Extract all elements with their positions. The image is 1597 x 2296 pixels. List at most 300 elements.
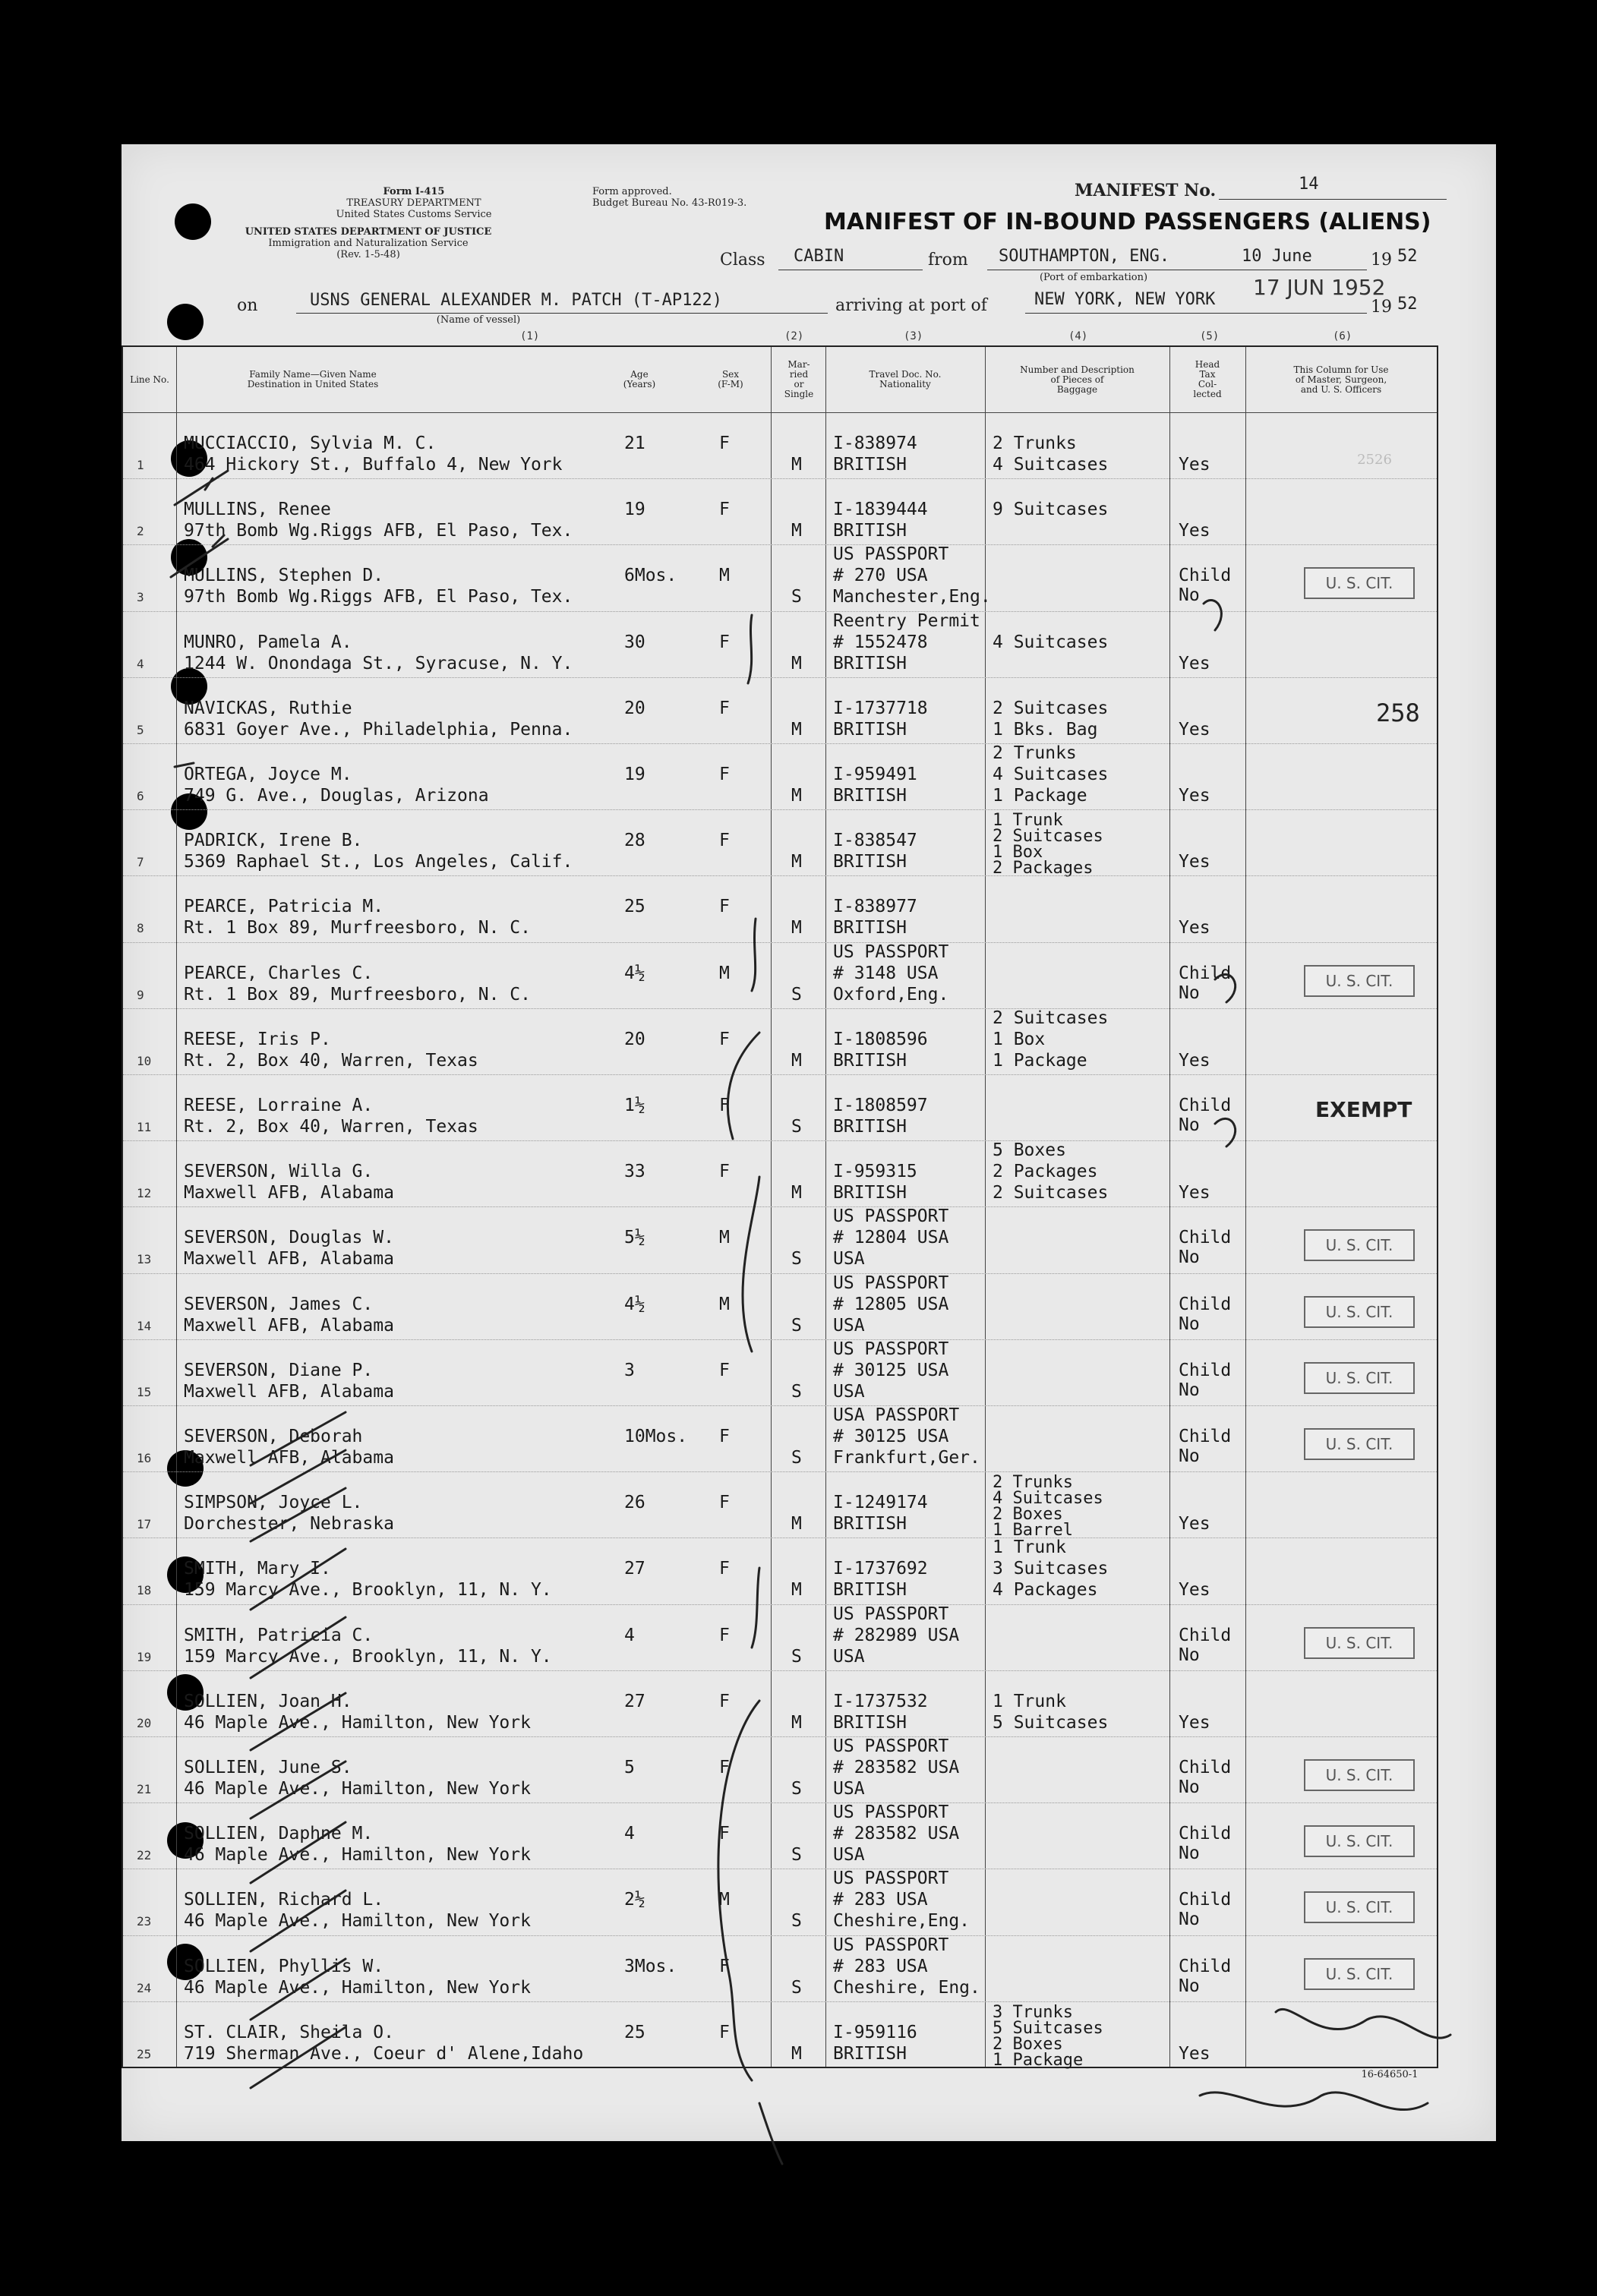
passenger-sex: F <box>719 765 730 784</box>
travel-doc-type: US PASSPORT <box>833 1604 949 1624</box>
line-number: 17 <box>137 1517 152 1532</box>
us-citizen-stamp: U. S. CIT. <box>1304 1296 1415 1328</box>
vessel-name: USNS GENERAL ALEXANDER M. PATCH (T-AP122) <box>310 291 723 310</box>
travel-doc-type: US PASSPORT <box>833 1802 949 1823</box>
row-divider <box>123 677 1437 678</box>
travel-doc-number: I-1737532 <box>833 1691 928 1711</box>
table-row <box>123 1736 1437 1802</box>
passenger-sex: F <box>719 1956 730 1976</box>
arrival-line <box>1025 313 1367 314</box>
marital-status: S <box>791 1249 802 1269</box>
baggage-item: 5 Suitcases <box>993 1712 1109 1733</box>
passenger-name: SMITH, Mary I. <box>184 1559 331 1579</box>
head-tax: Yes <box>1179 852 1210 872</box>
baggage-item: 4 Suitcases <box>993 765 1109 784</box>
nationality: BRITISH <box>833 1712 907 1733</box>
passenger-age: 28 <box>624 831 645 851</box>
manifest-no-line <box>1219 199 1447 200</box>
passenger-sex: M <box>719 963 730 983</box>
baggage-item: 9 Suitcases <box>993 500 1109 520</box>
passenger-age: 6Mos. <box>624 566 677 586</box>
line-number: 13 <box>137 1252 152 1267</box>
line-number: 3 <box>137 590 144 605</box>
nationality: USA <box>833 1381 865 1402</box>
passenger-destination: Rt. 2, Box 40, Warren, Texas <box>184 1050 478 1071</box>
passenger-age: 10Mos. <box>624 1427 688 1446</box>
head-tax: Child No <box>1179 1427 1232 1466</box>
baggage-item: 1 Package <box>993 786 1087 806</box>
passenger-name: SEVERSON, Douglas W. <box>184 1228 394 1248</box>
head-tax: Child No <box>1179 1890 1232 1930</box>
passenger-destination: 464 Hickory St., Buffalo 4, New York <box>184 455 563 475</box>
nationality: BRITISH <box>833 1514 907 1534</box>
travel-doc-number: I-1808596 <box>833 1029 928 1049</box>
baggage-item: 2 Boxes <box>993 1505 1063 1525</box>
baggage-item: 1 Package <box>993 2050 1084 2070</box>
travel-doc-number: # 283582 USA <box>833 1824 960 1844</box>
us-citizen-stamp: U. S. CIT. <box>1304 965 1415 997</box>
head-tax: Child No <box>1179 566 1232 606</box>
th-headtax: Head Tax Col- lected <box>1193 359 1222 399</box>
nationality: BRITISH <box>833 786 907 806</box>
ins-title: Immigration and Naturalization Service <box>268 238 469 249</box>
passenger-age: 25 <box>624 897 645 917</box>
budget-bureau-line: Budget Bureau No. 43-R019-3. <box>592 197 747 209</box>
line-number: 25 <box>137 2046 152 2061</box>
passenger-age: 4½ <box>624 1294 645 1314</box>
head-tax: Yes <box>1179 521 1210 541</box>
table-row <box>123 1206 1437 1273</box>
passenger-age: 4 <box>624 1625 635 1645</box>
passenger-name: SMITH, Patricia C. <box>184 1625 374 1645</box>
passenger-table <box>122 345 1438 2068</box>
passenger-sex: F <box>719 500 730 520</box>
th-sex: Sex (F-M) <box>718 369 743 390</box>
passenger-destination: Maxwell AFB, Alabama <box>184 1381 394 1402</box>
nationality: BRITISH <box>833 2043 907 2064</box>
head-tax: Yes <box>1179 653 1210 673</box>
passenger-name: SOLLIEN, Phyllis W. <box>184 1956 384 1976</box>
passenger-age: 3Mos. <box>624 1956 677 1976</box>
table-row <box>123 1670 1437 1736</box>
passenger-sex: M <box>719 1890 730 1910</box>
marital-status: M <box>791 455 802 475</box>
travel-doc-type: US PASSPORT <box>833 544 949 565</box>
line-number: 23 <box>137 1914 152 1929</box>
marital-status: S <box>791 984 802 1004</box>
doj-block <box>235 226 501 260</box>
passenger-sex: F <box>719 1096 730 1115</box>
row-divider <box>123 1736 1437 1737</box>
passenger-name: PEARCE, Charles C. <box>184 963 374 983</box>
marital-status: M <box>791 852 802 872</box>
travel-doc-type: US PASSPORT <box>833 1206 949 1227</box>
punch-hole <box>167 304 204 340</box>
baggage-item: 2 Packages <box>993 1162 1098 1182</box>
head-tax: Yes <box>1179 455 1210 475</box>
marital-status: S <box>791 1977 802 1998</box>
head-tax: Child No <box>1179 1360 1232 1400</box>
passenger-age: 21 <box>624 434 645 453</box>
passenger-name: SOLLIEN, Daphne M. <box>184 1824 374 1844</box>
passenger-sex: F <box>719 632 730 652</box>
passenger-destination: 46 Maple Ave., Hamilton, New York <box>184 1712 531 1733</box>
marital-status: S <box>791 1779 802 1799</box>
nationality: BRITISH <box>833 719 907 740</box>
manifest-no-value: 14 <box>1299 175 1319 194</box>
table-row <box>123 1074 1437 1140</box>
passenger-destination: 1244 W. Onondaga St., Syracuse, N. Y. <box>184 653 573 673</box>
travel-doc-number: I-1808597 <box>833 1096 928 1115</box>
table-row <box>123 1538 1437 1604</box>
marital-status: S <box>791 1646 802 1667</box>
baggage-item: 1 Bks. Bag <box>993 719 1098 740</box>
punch-hole <box>175 203 211 240</box>
doj-title: UNITED STATES DEPARTMENT OF JUSTICE <box>245 226 492 238</box>
line-number: 24 <box>137 1980 152 1995</box>
passenger-sex: F <box>719 1360 730 1380</box>
passenger-destination: 749 G. Ave., Douglas, Arizona <box>184 786 489 806</box>
travel-doc-number: # 12804 USA <box>833 1228 949 1248</box>
marital-status: M <box>791 918 802 938</box>
travel-doc-type: US PASSPORT <box>833 1935 949 1955</box>
passenger-sex: M <box>719 566 730 586</box>
line-number: 10 <box>137 1053 152 1068</box>
passenger-sex: F <box>719 1029 730 1049</box>
passenger-sex: F <box>719 2022 730 2042</box>
table-row <box>123 544 1437 610</box>
form-approval <box>592 186 813 209</box>
passenger-destination: 46 Maple Ave., Hamilton, New York <box>184 1845 531 1866</box>
head-tax: Yes <box>1179 719 1210 740</box>
customs-service: United States Customs Service <box>336 209 492 220</box>
passenger-destination: 46 Maple Ave., Hamilton, New York <box>184 1911 531 1932</box>
baggage-item: 1 Trunk <box>993 1538 1066 1558</box>
marital-status: M <box>791 653 802 673</box>
passenger-name: SOLLIEN, Richard L. <box>184 1890 384 1910</box>
line-number: 20 <box>137 1715 152 1730</box>
marital-status: S <box>791 1381 802 1402</box>
col-num-3: (3) <box>904 330 923 342</box>
passenger-age: 2½ <box>624 1890 645 1910</box>
marital-status: M <box>791 786 802 806</box>
nationality: USA <box>833 1779 865 1799</box>
table-row <box>123 611 1437 677</box>
passenger-destination: 97th Bomb Wg.Riggs AFB, El Paso, Tex. <box>184 521 573 541</box>
nationality: BRITISH <box>833 1117 907 1137</box>
travel-doc-number: I-838974 <box>833 434 917 453</box>
head-tax: Yes <box>1179 918 1210 938</box>
us-citizen-stamp: U. S. CIT. <box>1304 1627 1415 1659</box>
travel-doc-number: # 1552478 <box>833 632 928 652</box>
th-officers: This Column for Use of Master, Surgeon, and U. S. Officers <box>1293 364 1389 395</box>
passenger-name: SEVERSON, James C. <box>184 1294 374 1314</box>
passenger-sex: F <box>719 434 730 453</box>
line-number: 15 <box>137 1384 152 1399</box>
head-tax: Yes <box>1179 786 1210 806</box>
row-divider <box>123 743 1437 744</box>
baggage-item: 2 Suitcases <box>993 1008 1109 1028</box>
table-row <box>123 1604 1437 1670</box>
nationality: USA <box>833 1845 865 1866</box>
travel-doc-number: I-1249174 <box>833 1493 928 1513</box>
travel-doc-number: I-959116 <box>833 2022 917 2042</box>
passenger-sex: F <box>719 698 730 718</box>
table-row <box>123 1008 1437 1074</box>
marital-status: M <box>791 1580 802 1601</box>
row-divider <box>123 942 1437 943</box>
from-year: 52 <box>1397 247 1418 266</box>
passenger-sex: F <box>719 1625 730 1645</box>
us-citizen-stamp: U. S. CIT. <box>1304 1958 1415 1990</box>
table-row <box>123 743 1437 809</box>
baggage-item: 2 Suitcases <box>993 827 1103 847</box>
passenger-age: 19 <box>624 765 645 784</box>
passenger-sex: F <box>719 1427 730 1446</box>
passenger-sex: F <box>719 1493 730 1513</box>
on-label: on <box>237 296 258 315</box>
line-number: 21 <box>137 1782 152 1796</box>
vessel-line <box>296 313 828 314</box>
line-number: 19 <box>137 1649 152 1664</box>
table-row <box>123 1471 1437 1541</box>
travel-doc-number: I-1737692 <box>833 1559 928 1579</box>
passenger-name: SEVERSON, Deborah <box>184 1427 363 1446</box>
us-citizen-stamp: U. S. CIT. <box>1304 1229 1415 1261</box>
from-date: 10 June <box>1242 247 1312 266</box>
passenger-destination: 97th Bomb Wg.Riggs AFB, El Paso, Tex. <box>184 587 573 607</box>
passenger-sex: F <box>719 897 730 917</box>
passenger-name: NAVICKAS, Ruthie <box>184 698 352 718</box>
passenger-destination: Maxwell AFB, Alabama <box>184 1183 394 1203</box>
annotation-number: 258 <box>1376 699 1420 727</box>
passenger-sex: F <box>719 831 730 851</box>
passenger-age: 27 <box>624 1691 645 1711</box>
baggage-item: 4 Suitcases <box>993 632 1109 652</box>
baggage-item: 4 Packages <box>993 1580 1098 1601</box>
baggage-item: 1 Package <box>993 1050 1087 1071</box>
row-divider <box>123 1339 1437 1340</box>
row-divider <box>123 544 1437 545</box>
marital-status: M <box>791 1183 802 1203</box>
marital-status: S <box>791 1845 802 1866</box>
row-divider <box>123 1008 1437 1009</box>
head-tax: Child No <box>1179 1824 1232 1864</box>
passenger-sex: F <box>719 1559 730 1579</box>
nationality: BRITISH <box>833 852 907 872</box>
passenger-age: 26 <box>624 1493 645 1513</box>
travel-doc-type: US PASSPORT <box>833 941 949 962</box>
th-name: Family Name—Given Name Destination in United States <box>247 369 379 390</box>
table-row <box>123 677 1437 743</box>
travel-doc-number: # 270 USA <box>833 566 928 586</box>
marital-status: M <box>791 1050 802 1071</box>
row-divider <box>123 1140 1437 1141</box>
line-number: 18 <box>137 1583 152 1598</box>
passenger-age: 30 <box>624 632 645 652</box>
passenger-destination: 6831 Goyer Ave., Philadelphia, Penna. <box>184 719 573 740</box>
us-citizen-stamp: U. S. CIT. <box>1304 1825 1415 1857</box>
row-divider <box>123 1074 1437 1075</box>
travel-doc-type: Reentry Permit <box>833 610 980 631</box>
passenger-age: 4½ <box>624 963 645 983</box>
travel-doc-number: I-838547 <box>833 831 917 851</box>
baggage-item: 1 Box <box>993 1029 1046 1049</box>
passenger-sex: M <box>719 1228 730 1248</box>
line-number: 22 <box>137 1848 152 1863</box>
table-row <box>123 478 1437 544</box>
passenger-age: 1½ <box>624 1096 645 1115</box>
th-line-no: Line No. <box>130 374 169 385</box>
row-divider <box>123 1802 1437 1803</box>
marital-status: M <box>791 1514 802 1534</box>
manifest-no-label: MANIFEST No. <box>1075 181 1217 200</box>
travel-doc-number: I-838977 <box>833 897 917 917</box>
passenger-destination: Maxwell AFB, Alabama <box>184 1315 394 1336</box>
port-caption: (Port of embarkation) <box>1039 272 1148 283</box>
passenger-age: 27 <box>624 1559 645 1579</box>
line-number: 16 <box>137 1451 152 1465</box>
head-tax: Yes <box>1179 1050 1210 1071</box>
row-divider <box>123 1206 1437 1207</box>
passenger-name: PEARCE, Patricia M. <box>184 897 384 917</box>
passenger-destination: 719 Sherman Ave., Coeur d' Alene,Idaho <box>184 2043 584 2064</box>
travel-doc-number: I-959491 <box>833 765 917 784</box>
from-port: SOUTHAMPTON, ENG. <box>999 247 1170 266</box>
table-row <box>123 2001 1437 2070</box>
marital-status: S <box>791 587 802 607</box>
line-number: 6 <box>137 789 144 803</box>
passenger-destination: Dorchester, Nebraska <box>184 1514 394 1534</box>
arrival-year-prefix: 19 <box>1371 298 1392 317</box>
faint-stamp: 2526 <box>1357 452 1392 468</box>
passenger-sex: F <box>719 1824 730 1844</box>
baggage-item: 3 Suitcases <box>993 1559 1109 1579</box>
passenger-age: 25 <box>624 2022 645 2042</box>
from-year-prefix: 19 <box>1371 251 1392 270</box>
passenger-sex: F <box>719 1758 730 1777</box>
th-baggage: Number and Description of Pieces of Baggage <box>1020 364 1135 395</box>
nationality: USA <box>833 1315 865 1336</box>
travel-doc-number: # 3148 USA <box>833 963 939 983</box>
head-tax: Child No <box>1179 1294 1232 1334</box>
row-divider <box>123 809 1437 810</box>
table-row <box>123 1273 1437 1339</box>
nationality: BRITISH <box>833 1183 907 1203</box>
head-tax: Yes <box>1179 1183 1210 1203</box>
passenger-age: 20 <box>624 698 645 718</box>
travel-doc-number: # 283 USA <box>833 1956 928 1976</box>
row-divider <box>123 1670 1437 1671</box>
row-divider <box>123 1273 1437 1274</box>
class-value: CABIN <box>794 247 844 266</box>
revision: (Rev. 1-5-48) <box>336 249 400 260</box>
table-row <box>123 809 1437 878</box>
footer-code: 16-64650-1 <box>1361 2069 1419 2080</box>
baggage-item: 1 Box <box>993 843 1043 863</box>
baggage-item: 2 Trunks <box>993 743 1077 763</box>
table-row <box>123 875 1437 941</box>
head-tax: Child No <box>1179 1096 1232 1135</box>
row-divider <box>123 1935 1437 1936</box>
passenger-name: ST. CLAIR, Sheila O. <box>184 2022 394 2042</box>
baggage-item: 1 Barrel <box>993 1521 1073 1541</box>
line-number: 4 <box>137 656 144 671</box>
travel-doc-number: I-959315 <box>833 1162 917 1182</box>
passenger-destination: Rt. 1 Box 89, Murfreesboro, N. C. <box>184 918 531 938</box>
passenger-name: SEVERSON, Willa G. <box>184 1162 374 1182</box>
line-number: 1 <box>137 458 144 472</box>
passenger-age: 19 <box>624 500 645 520</box>
baggage-item: 2 Boxes <box>993 2034 1063 2054</box>
marital-status: M <box>791 719 802 740</box>
line-number: 12 <box>137 1186 152 1201</box>
row-divider <box>123 1471 1437 1472</box>
passenger-name: SIMPSON, Joyce L. <box>184 1493 363 1513</box>
class-label: Class <box>720 251 765 270</box>
marital-status: M <box>791 2043 802 2064</box>
marital-status: S <box>791 1911 802 1932</box>
travel-doc-number: # 30125 USA <box>833 1427 949 1446</box>
us-citizen-stamp: U. S. CIT. <box>1304 1428 1415 1460</box>
travel-doc-type: USA PASSPORT <box>833 1405 960 1425</box>
travel-doc-type: US PASSPORT <box>833 1339 949 1359</box>
marital-status: S <box>791 1117 802 1137</box>
passenger-name: PADRICK, Irene B. <box>184 831 363 851</box>
passenger-name: MULLINS, Renee <box>184 500 331 520</box>
travel-doc-number: # 282989 USA <box>833 1625 960 1645</box>
baggage-item: 3 Trunks <box>993 2002 1073 2022</box>
marital-status: M <box>791 521 802 541</box>
passenger-age: 33 <box>624 1162 645 1182</box>
nationality: Oxford,Eng. <box>833 984 949 1004</box>
passenger-destination: 46 Maple Ave., Hamilton, New York <box>184 1977 531 1998</box>
passenger-sex: F <box>719 1162 730 1182</box>
from-label: from <box>928 251 968 270</box>
nationality: BRITISH <box>833 455 907 475</box>
passenger-age: 20 <box>624 1029 645 1049</box>
travel-doc-number: # 30125 USA <box>833 1360 949 1380</box>
head-tax: Yes <box>1179 2043 1210 2064</box>
table-row <box>123 1339 1437 1405</box>
table-row <box>123 942 1437 1008</box>
nationality: Frankfurt,Ger. <box>833 1448 980 1468</box>
passenger-destination: Rt. 2, Box 40, Warren, Texas <box>184 1117 478 1137</box>
travel-doc-number: # 283 USA <box>833 1890 928 1910</box>
table-row <box>123 1405 1437 1471</box>
table-row <box>123 1802 1437 1869</box>
travel-doc-number: I-1839444 <box>833 500 928 520</box>
passenger-destination: Rt. 1 Box 89, Murfreesboro, N. C. <box>184 984 531 1004</box>
exempt-stamp: EXEMPT <box>1315 1097 1412 1122</box>
marital-status: M <box>791 1712 802 1733</box>
baggage-item: 2 Trunks <box>993 434 1077 453</box>
travel-doc-type: US PASSPORT <box>833 1736 949 1756</box>
passenger-age: 4 <box>624 1824 635 1844</box>
line-number: 9 <box>137 987 144 1002</box>
passenger-name: MUCCIACCIO, Sylvia M. C. <box>184 434 437 453</box>
line-number: 14 <box>137 1318 152 1333</box>
head-tax: Child No <box>1179 1758 1232 1797</box>
head-tax: Child No <box>1179 1625 1232 1665</box>
us-citizen-stamp: U. S. CIT. <box>1304 567 1415 599</box>
marital-status: S <box>791 1315 802 1336</box>
travel-doc-type: US PASSPORT <box>833 1869 949 1889</box>
table-row <box>123 412 1437 478</box>
manifest-title: MANIFEST OF IN-BOUND PASSENGERS (ALIENS) <box>824 209 1431 235</box>
baggage-item: 4 Suitcases <box>993 1489 1103 1509</box>
travel-doc-number: # 12805 USA <box>833 1294 949 1314</box>
